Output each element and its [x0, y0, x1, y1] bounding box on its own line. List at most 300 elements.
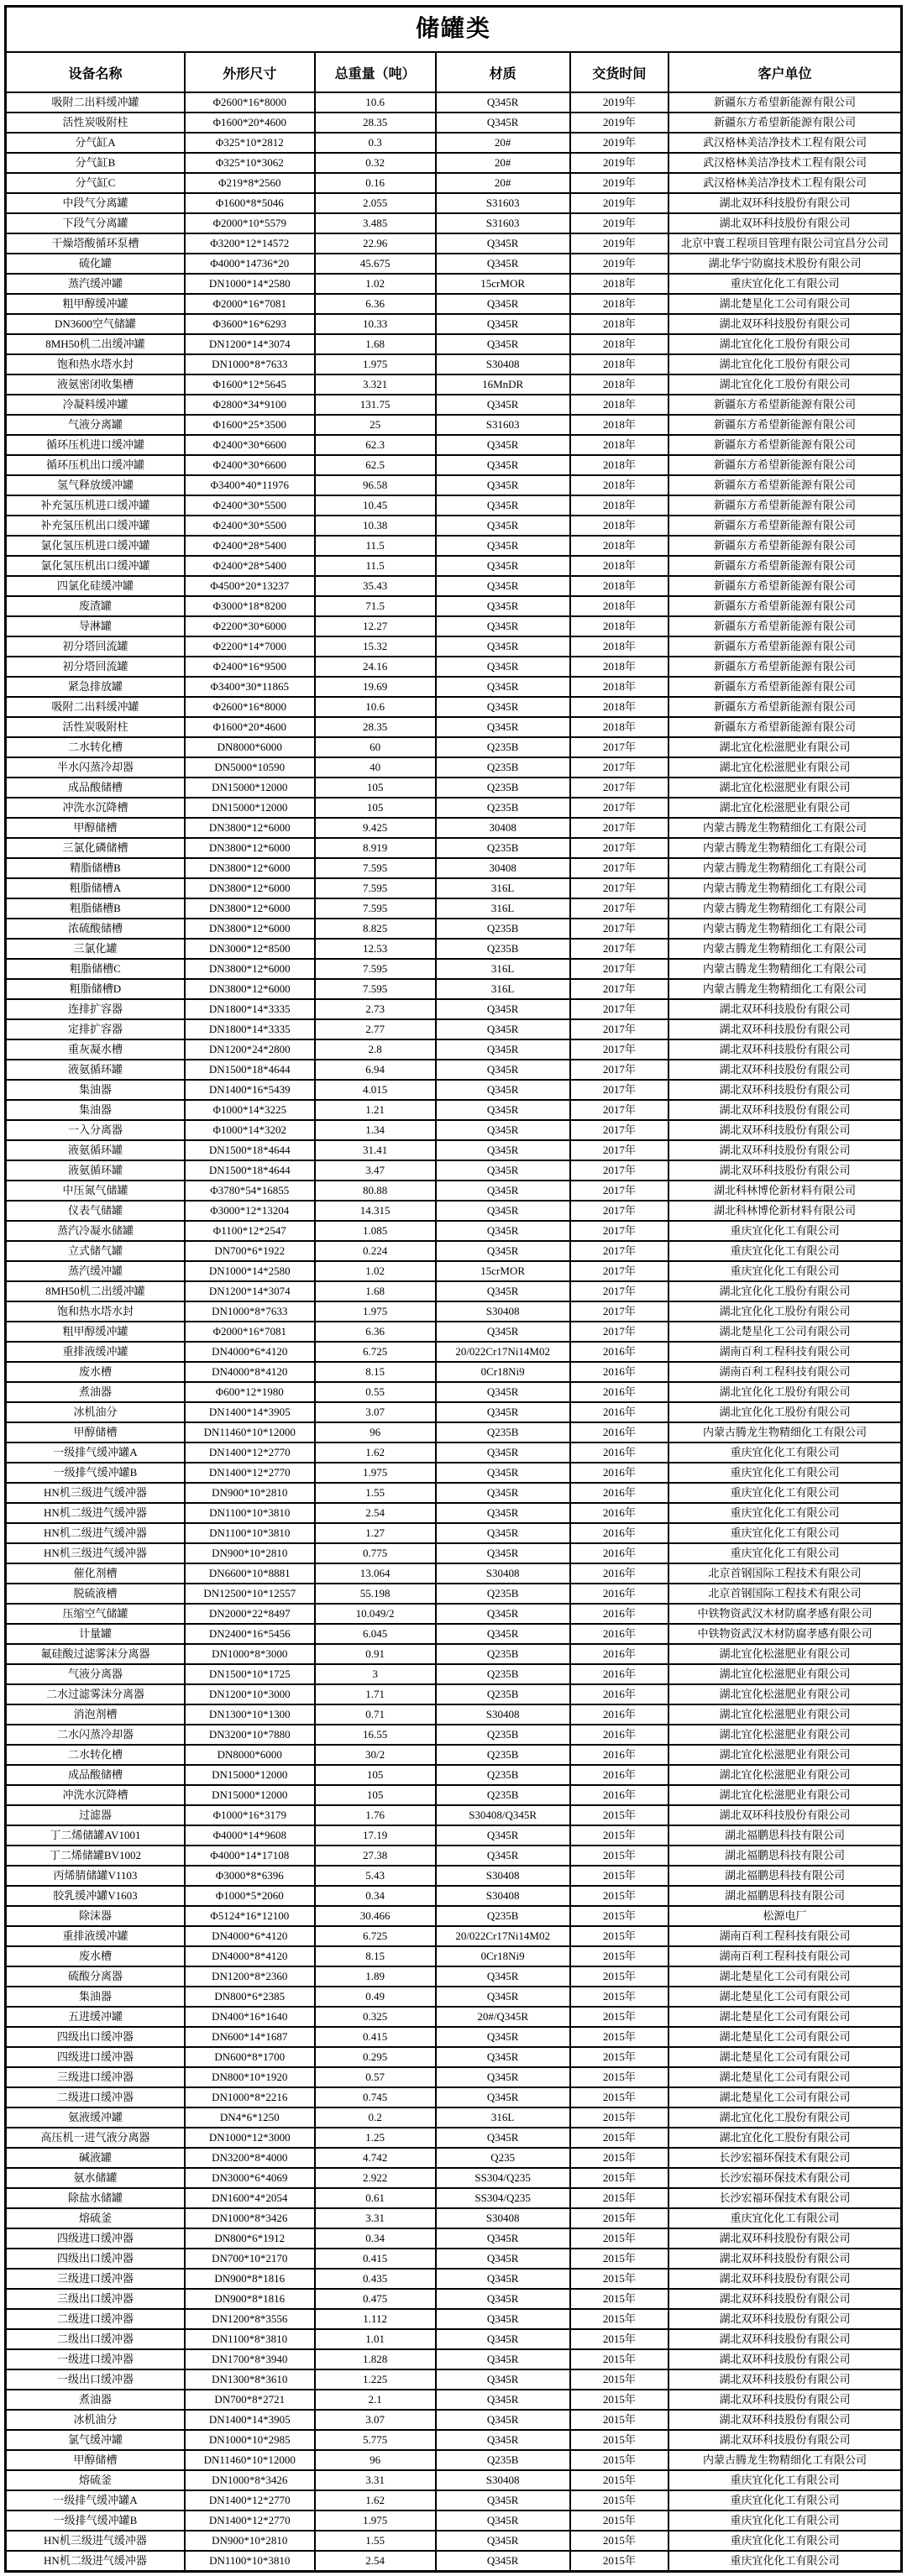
cell-customer: 湖北福鹏思科技有限公司	[668, 1825, 901, 1846]
table-row	[6, 1120, 902, 1140]
cell-dimensions: DN1400*12*2770	[185, 1442, 315, 1463]
cell-customer: 湖北福鹏思科技有限公司	[668, 1846, 901, 1866]
cell-material: Q345R	[436, 455, 570, 475]
table-row	[6, 1886, 902, 1906]
cell-dimensions: DN1000*8*3426	[185, 2208, 315, 2228]
cell-material: S31603	[436, 193, 570, 213]
table-row	[6, 1342, 902, 1362]
table-row	[6, 1966, 902, 1987]
cell-total-weight: 105	[315, 778, 436, 798]
cell-customer: 新疆东方希望新能源有限公司	[668, 556, 901, 576]
cell-material: Q345R	[436, 1060, 570, 1080]
cell-equipment-name: 四级出口缓冲器	[6, 2027, 185, 2047]
cell-equipment-name: 中压氮气储罐	[6, 1181, 185, 1201]
cell-delivery-time: 2015年	[570, 2410, 668, 2430]
cell-delivery-time: 2015年	[570, 2067, 668, 2087]
cell-dimensions: Φ1600*12*5645	[185, 374, 315, 395]
cell-dimensions: Φ2400*30*5500	[185, 516, 315, 536]
table-row	[6, 959, 902, 979]
cell-material: Q235B	[436, 757, 570, 778]
table-row	[6, 2329, 902, 2349]
cell-equipment-name: HN机二级进气缓冲器	[6, 1523, 185, 1543]
cell-equipment-name: 定排扩容器	[6, 1019, 185, 1039]
cell-delivery-time: 2016年	[570, 1725, 668, 1745]
cell-delivery-time: 2016年	[570, 1442, 668, 1463]
cell-customer: 湖北双环科技股份有限公司	[668, 2369, 901, 2390]
page-title: 储罐类	[6, 7, 902, 53]
cell-equipment-name: 压缩空气储罐	[6, 1604, 185, 1624]
cell-material: 16MnDR	[436, 374, 570, 395]
cell-total-weight: 8.15	[315, 1946, 436, 1966]
cell-equipment-name: 熔硫釜	[6, 2208, 185, 2228]
cell-total-weight: 8.919	[315, 838, 436, 858]
cell-customer: 湖北楚星化工公司有限公司	[668, 294, 901, 314]
cell-material: Q345R	[436, 1825, 570, 1846]
cell-equipment-name: 四级进口缓冲器	[6, 2047, 185, 2067]
table-row	[6, 2067, 902, 2087]
cell-dimensions: DN1400*12*2770	[185, 2511, 315, 2531]
cell-customer: 湖北楚星化工公司有限公司	[668, 1987, 901, 2007]
cell-dimensions: Φ2000*16*7081	[185, 294, 315, 314]
cell-equipment-name: 四级出口缓冲器	[6, 2249, 185, 2269]
cell-material: 15crMOR	[436, 274, 570, 294]
cell-equipment-name: 粗甲醇缓冲罐	[6, 294, 185, 314]
cell-delivery-time: 2016年	[570, 1563, 668, 1584]
table-row	[6, 2249, 902, 2269]
cell-customer: 长沙宏福环保技术有限公司	[668, 2168, 901, 2188]
cell-delivery-time: 2015年	[570, 1926, 668, 1946]
cell-dimensions: DN3800*12*6000	[185, 979, 315, 999]
cell-equipment-name: 活性炭吸附柱	[6, 113, 185, 133]
cell-total-weight: 1.975	[315, 354, 436, 374]
cell-dimensions: Φ3600*16*6293	[185, 314, 315, 334]
cell-dimensions: DN1000*8*3426	[185, 2470, 315, 2490]
cell-material: S30408	[436, 2208, 570, 2228]
cell-customer: 内蒙古腾龙生物精细化工有限公司	[668, 818, 901, 838]
table-row	[6, 1624, 902, 1644]
cell-equipment-name: 补充氢压机出口缓冲罐	[6, 516, 185, 536]
cell-equipment-name: 循环压机进口缓冲罐	[6, 435, 185, 455]
cell-total-weight: 1.34	[315, 1120, 436, 1140]
cell-delivery-time: 2015年	[570, 2531, 668, 2551]
table-row	[6, 1684, 902, 1704]
cell-equipment-name: 碱液罐	[6, 2148, 185, 2168]
cell-delivery-time: 2018年	[570, 374, 668, 395]
cell-total-weight: 55.198	[315, 1584, 436, 1604]
cell-total-weight: 15.32	[315, 636, 436, 657]
cell-material: Q345R	[436, 1483, 570, 1503]
cell-delivery-time: 2016年	[570, 1503, 668, 1523]
cell-customer: 重庆宜化化工有限公司	[668, 2470, 901, 2490]
cell-total-weight: 5.43	[315, 1866, 436, 1886]
cell-delivery-time: 2018年	[570, 576, 668, 596]
cell-customer: 新疆东方希望新能源有限公司	[668, 576, 901, 596]
cell-total-weight: 3.31	[315, 2208, 436, 2228]
cell-equipment-name: 气液分离罐	[6, 415, 185, 435]
cell-material: Q345R	[436, 1523, 570, 1543]
cell-delivery-time: 2017年	[570, 858, 668, 878]
cell-delivery-time: 2019年	[570, 92, 668, 113]
cell-material: Q345R	[436, 556, 570, 576]
table-row	[6, 354, 902, 374]
cell-dimensions: DN2400*16*5456	[185, 1624, 315, 1644]
table-row	[6, 1906, 902, 1926]
cell-equipment-name: 一级进口缓冲器	[6, 2349, 185, 2369]
cell-total-weight: 4.015	[315, 1080, 436, 1100]
cell-customer: 新疆东方希望新能源有限公司	[668, 677, 901, 697]
cell-dimensions: DN3200*8*4000	[185, 2148, 315, 2168]
cell-delivery-time: 2019年	[570, 113, 668, 133]
cell-customer: 武汉格林美洁净技术工程有限公司	[668, 153, 901, 173]
cell-customer: 新疆东方希望新能源有限公司	[668, 113, 901, 133]
cell-customer: 湖北福鹏思科技有限公司	[668, 1866, 901, 1886]
cell-delivery-time: 2015年	[570, 2349, 668, 2369]
cell-total-weight: 1.71	[315, 1684, 436, 1704]
cell-material: 0Cr18Ni9	[436, 1946, 570, 1966]
cell-total-weight: 7.595	[315, 979, 436, 999]
cell-customer: 重庆宜化化工有限公司	[668, 2490, 901, 2511]
cell-total-weight: 8.15	[315, 1362, 436, 1382]
cell-material: SS304/Q235	[436, 2188, 570, 2208]
cell-customer: 湖北双环科技股份有限公司	[668, 1160, 901, 1181]
cell-total-weight: 24.16	[315, 657, 436, 677]
cell-material: S30408	[436, 1866, 570, 1886]
cell-delivery-time: 2017年	[570, 939, 668, 959]
cell-material: 0Cr18Ni9	[436, 1362, 570, 1382]
cell-material: Q345R	[436, 435, 570, 455]
cell-dimensions: DN1200*8*2360	[185, 1966, 315, 1987]
cell-material: Q345R	[436, 1966, 570, 1987]
cell-customer: 中铁物资武汉木材防腐孝感有限公司	[668, 1624, 901, 1644]
table-row	[6, 1382, 902, 1402]
cell-dimensions: DN1400*12*2770	[185, 1463, 315, 1483]
table-row	[6, 2208, 902, 2228]
cell-material: Q345R	[436, 294, 570, 314]
cell-dimensions: Φ1600*20*4600	[185, 717, 315, 737]
cell-material: Q345R	[436, 395, 570, 415]
cell-customer: 内蒙古腾龙生物精细化工有限公司	[668, 959, 901, 979]
cell-material: Q345R	[436, 1120, 570, 1140]
cell-customer: 湖北双环科技股份有限公司	[668, 2269, 901, 2289]
cell-material: Q345R	[436, 1281, 570, 1301]
cell-delivery-time: 2019年	[570, 213, 668, 233]
cell-customer: 湖北双环科技股份有限公司	[668, 1039, 901, 1060]
cell-customer: 湖北宜化化工股份有限公司	[668, 334, 901, 354]
cell-total-weight: 0.745	[315, 2087, 436, 2107]
cell-customer: 湖南百利工程科技有限公司	[668, 1342, 901, 1362]
cell-dimensions: Φ3000*8*6396	[185, 1866, 315, 1886]
cell-equipment-name: 四级进口缓冲器	[6, 2228, 185, 2249]
cell-material: S30408	[436, 1563, 570, 1584]
cell-dimensions: DN4000*8*4120	[185, 1946, 315, 1966]
cell-equipment-name: 精脂储槽B	[6, 858, 185, 878]
cell-total-weight: 6.36	[315, 294, 436, 314]
cell-material: Q345R	[436, 1241, 570, 1261]
cell-delivery-time: 2015年	[570, 2007, 668, 2027]
cell-dimensions: Φ3000*18*8200	[185, 596, 315, 616]
cell-material: Q235B	[436, 1765, 570, 1785]
cell-delivery-time: 2019年	[570, 233, 668, 254]
cell-delivery-time: 2018年	[570, 657, 668, 677]
cell-material: 30408	[436, 858, 570, 878]
cell-dimensions: DN1000*12*3000	[185, 2128, 315, 2148]
cell-total-weight: 7.595	[315, 959, 436, 979]
cell-material: Q345R	[436, 233, 570, 254]
cell-delivery-time: 2019年	[570, 254, 668, 274]
cell-customer: 湖北双环科技股份有限公司	[668, 1120, 901, 1140]
cell-dimensions: DN1200*10*3000	[185, 1684, 315, 1704]
cell-material: Q345R	[436, 1080, 570, 1100]
table-row	[6, 314, 902, 334]
cell-material: Q235B	[436, 939, 570, 959]
cell-equipment-name: 粗脂储槽D	[6, 979, 185, 999]
table-row	[6, 536, 902, 556]
cell-total-weight: 96.58	[315, 475, 436, 495]
cell-dimensions: DN11460*10*12000	[185, 1422, 315, 1442]
cell-material: Q345R	[436, 657, 570, 677]
cell-equipment-name: 氟硅酸过滤雾沫分离器	[6, 1644, 185, 1664]
table-row	[6, 737, 902, 757]
cell-dimensions: DN700*6*1922	[185, 1241, 315, 1261]
cell-customer: 北京中寰工程项目管理有限公司宜昌分公司	[668, 233, 901, 254]
cell-total-weight: 3.07	[315, 2410, 436, 2430]
cell-equipment-name: 三级进口缓冲器	[6, 2067, 185, 2087]
cell-delivery-time: 2018年	[570, 495, 668, 516]
cell-dimensions: Φ3780*54*16855	[185, 1181, 315, 1201]
cell-total-weight: 1.112	[315, 2309, 436, 2329]
cell-material: Q235B	[436, 1584, 570, 1604]
cell-total-weight: 0.32	[315, 153, 436, 173]
table-body	[6, 92, 902, 2572]
cell-material: Q235B	[436, 1785, 570, 1805]
cell-dimensions: Φ1000*5*2060	[185, 1886, 315, 1906]
cell-dimensions: DN2000*22*8497	[185, 1604, 315, 1624]
table-row	[6, 596, 902, 616]
cell-delivery-time: 2015年	[570, 2269, 668, 2289]
cell-equipment-name: 硫酸分离器	[6, 1966, 185, 1987]
table-row	[6, 233, 902, 254]
cell-material: 20#	[436, 133, 570, 153]
cell-dimensions: DN900*8*1816	[185, 2269, 315, 2289]
cell-dimensions: DN800*6*1912	[185, 2228, 315, 2249]
cell-customer: 湖北宜化松滋肥业有限公司	[668, 1704, 901, 1725]
table-row	[6, 254, 902, 274]
cell-total-weight: 10.38	[315, 516, 436, 536]
cell-equipment-name: 液氨循环罐	[6, 1060, 185, 1080]
cell-equipment-name: 高压机一进气液分离器	[6, 2128, 185, 2148]
table-row	[6, 1019, 902, 1039]
cell-dimensions: DN1100*10*3810	[185, 1503, 315, 1523]
cell-customer: 重庆宜化化工有限公司	[668, 1523, 901, 1543]
cell-material: Q345R	[436, 2369, 570, 2390]
cell-total-weight: 7.595	[315, 878, 436, 898]
cell-total-weight: 7.595	[315, 858, 436, 878]
cell-total-weight: 10.6	[315, 697, 436, 717]
cell-dimensions: DN900*10*2810	[185, 1483, 315, 1503]
cell-delivery-time: 2015年	[570, 2027, 668, 2047]
cell-material: S30408	[436, 1301, 570, 1322]
cell-total-weight: 0.34	[315, 2228, 436, 2249]
cell-equipment-name: 重灰凝水槽	[6, 1039, 185, 1060]
cell-material: Q345R	[436, 1503, 570, 1523]
cell-dimensions: DN1200*14*3074	[185, 334, 315, 354]
table-row	[6, 455, 902, 475]
cell-total-weight: 2.54	[315, 1503, 436, 1523]
cell-dimensions: Φ219*8*2560	[185, 173, 315, 193]
table-row	[6, 2410, 902, 2430]
title-row	[6, 7, 902, 53]
table-row	[6, 294, 902, 314]
cell-dimensions: DN1200*8*3556	[185, 2309, 315, 2329]
cell-delivery-time: 2017年	[570, 1019, 668, 1039]
cell-dimensions: Φ4500*20*13237	[185, 576, 315, 596]
cell-customer: 新疆东方希望新能源有限公司	[668, 596, 901, 616]
cell-dimensions: DN8000*6000	[185, 1745, 315, 1765]
cell-dimensions: DN3200*10*7880	[185, 1725, 315, 1745]
cell-delivery-time: 2015年	[570, 1906, 668, 1926]
cell-material: Q345R	[436, 717, 570, 737]
cell-delivery-time: 2015年	[570, 2208, 668, 2228]
cell-dimensions: DN15000*12000	[185, 798, 315, 818]
cell-equipment-name: 半水闪蒸冷却器	[6, 757, 185, 778]
cell-customer: 湖北双环科技股份有限公司	[668, 2309, 901, 2329]
cell-dimensions: Φ2200*30*6000	[185, 616, 315, 636]
cell-total-weight: 6.725	[315, 1342, 436, 1362]
table-row	[6, 213, 902, 233]
cell-customer: 湖北宜化化工股份有限公司	[668, 374, 901, 395]
cell-material: Q345R	[436, 2531, 570, 2551]
cell-material: Q345R	[436, 1181, 570, 1201]
table-row	[6, 1785, 902, 1805]
cell-dimensions: DN1300*8*3610	[185, 2369, 315, 2390]
cell-total-weight: 17.19	[315, 1825, 436, 1846]
cell-dimensions: Φ3200*12*14572	[185, 233, 315, 254]
cell-total-weight: 62.5	[315, 455, 436, 475]
cell-material: Q345R	[436, 697, 570, 717]
cell-equipment-name: 一级出口缓冲器	[6, 2369, 185, 2390]
cell-delivery-time: 2015年	[570, 2551, 668, 2572]
cell-material: 20#/Q345R	[436, 2007, 570, 2027]
cell-equipment-name: 胶乳缓冲罐V1603	[6, 1886, 185, 1906]
table-row	[6, 395, 902, 415]
cell-delivery-time: 2017年	[570, 1201, 668, 1221]
cell-dimensions: DN1400*14*3905	[185, 1402, 315, 1422]
cell-delivery-time: 2015年	[570, 1805, 668, 1825]
cell-customer: 湖南百利工程科技有限公司	[668, 1926, 901, 1946]
cell-dimensions: DN4000*6*4120	[185, 1342, 315, 1362]
cell-customer: 湖北宜化松滋肥业有限公司	[668, 1745, 901, 1765]
cell-customer: 湖南百利工程科技有限公司	[668, 1362, 901, 1382]
cell-delivery-time: 2015年	[570, 2490, 668, 2511]
cell-total-weight: 0.34	[315, 1886, 436, 1906]
cell-material: 15crMOR	[436, 1261, 570, 1281]
column-header-total-weight: 总重量（吨）	[315, 52, 436, 92]
cell-equipment-name: 初分塔回流罐	[6, 636, 185, 657]
cell-dimensions: Φ5124*16*12100	[185, 1906, 315, 1926]
cell-material: Q345R	[436, 1543, 570, 1563]
cell-customer: 湖北科林博伦新材料有限公司	[668, 1201, 901, 1221]
cell-equipment-name: 液氨循环罐	[6, 1160, 185, 1181]
cell-total-weight: 0.16	[315, 173, 436, 193]
table-row	[6, 697, 902, 717]
cell-material: Q345R	[436, 2228, 570, 2249]
cell-delivery-time: 2018年	[570, 475, 668, 495]
cell-customer: 湖北双环科技股份有限公司	[668, 193, 901, 213]
cell-customer: 湖北双环科技股份有限公司	[668, 1805, 901, 1825]
table-row	[6, 1080, 902, 1100]
cell-equipment-name: 下段气分离罐	[6, 213, 185, 233]
cell-customer: 重庆宜化化工有限公司	[668, 1261, 901, 1281]
cell-dimensions: Φ2600*16*8000	[185, 697, 315, 717]
cell-equipment-name: 蒸汽缓冲罐	[6, 1261, 185, 1281]
cell-delivery-time: 2018年	[570, 435, 668, 455]
table-row	[6, 2551, 902, 2572]
cell-dimensions: DN1100*10*3810	[185, 2551, 315, 2572]
cell-customer: 湖北宜化化工股份有限公司	[668, 1281, 901, 1301]
cell-delivery-time: 2017年	[570, 898, 668, 919]
cell-total-weight: 62.3	[315, 435, 436, 455]
cell-delivery-time: 2016年	[570, 1523, 668, 1543]
cell-dimensions: DN1000*8*7633	[185, 354, 315, 374]
cell-equipment-name: 硫化罐	[6, 254, 185, 274]
cell-material: 20/022Cr17Ni14M02	[436, 1926, 570, 1946]
cell-material: Q345R	[436, 2087, 570, 2107]
cell-delivery-time: 2017年	[570, 757, 668, 778]
table-row	[6, 556, 902, 576]
cell-equipment-name: 五进缓冲罐	[6, 2007, 185, 2027]
cell-total-weight: 10.45	[315, 495, 436, 516]
cell-customer: 内蒙古腾龙生物精细化工有限公司	[668, 898, 901, 919]
cell-material: Q345R	[436, 314, 570, 334]
cell-customer: 新疆东方希望新能源有限公司	[668, 616, 901, 636]
cell-delivery-time: 2015年	[570, 2228, 668, 2249]
cell-total-weight: 4.742	[315, 2148, 436, 2168]
cell-total-weight: 0.91	[315, 1644, 436, 1664]
cell-equipment-name: 循环压机出口缓冲罐	[6, 455, 185, 475]
cell-delivery-time: 2015年	[570, 1825, 668, 1846]
cell-equipment-name: 饱和热水塔水封	[6, 354, 185, 374]
column-header-customer: 客户单位	[668, 52, 901, 92]
cell-total-weight: 28.35	[315, 717, 436, 737]
cell-total-weight: 3.485	[315, 213, 436, 233]
cell-delivery-time: 2019年	[570, 133, 668, 153]
cell-material: 20/022Cr17Ni14M02	[436, 1342, 570, 1362]
cell-equipment-name: 重排液缓冲罐	[6, 1926, 185, 1946]
cell-dimensions: Φ3400*30*11865	[185, 677, 315, 697]
cell-total-weight: 60	[315, 737, 436, 757]
cell-delivery-time: 2018年	[570, 697, 668, 717]
cell-total-weight: 25	[315, 415, 436, 435]
tank-table	[4, 5, 903, 2573]
cell-equipment-name: HN机三级进气缓冲器	[6, 1483, 185, 1503]
cell-customer: 重庆宜化化工有限公司	[668, 274, 901, 294]
cell-total-weight: 35.43	[315, 576, 436, 596]
cell-customer: 长沙宏福环保技术有限公司	[668, 2188, 901, 2208]
cell-customer: 重庆宜化化工有限公司	[668, 1442, 901, 1463]
cell-material: Q345R	[436, 576, 570, 596]
cell-equipment-name: 二级出口缓冲器	[6, 2329, 185, 2349]
cell-equipment-name: 分气缸B	[6, 153, 185, 173]
cell-customer: 湖北楚星化工公司有限公司	[668, 2087, 901, 2107]
cell-material: Q235	[436, 2148, 570, 2168]
table-row	[6, 878, 902, 898]
cell-dimensions: DN12500*10*12557	[185, 1584, 315, 1604]
cell-customer: 重庆宜化化工有限公司	[668, 1483, 901, 1503]
cell-total-weight: 6.045	[315, 1624, 436, 1644]
cell-customer: 重庆宜化化工有限公司	[668, 1241, 901, 1261]
table-row	[6, 1463, 902, 1483]
cell-material: Q235B	[436, 1725, 570, 1745]
